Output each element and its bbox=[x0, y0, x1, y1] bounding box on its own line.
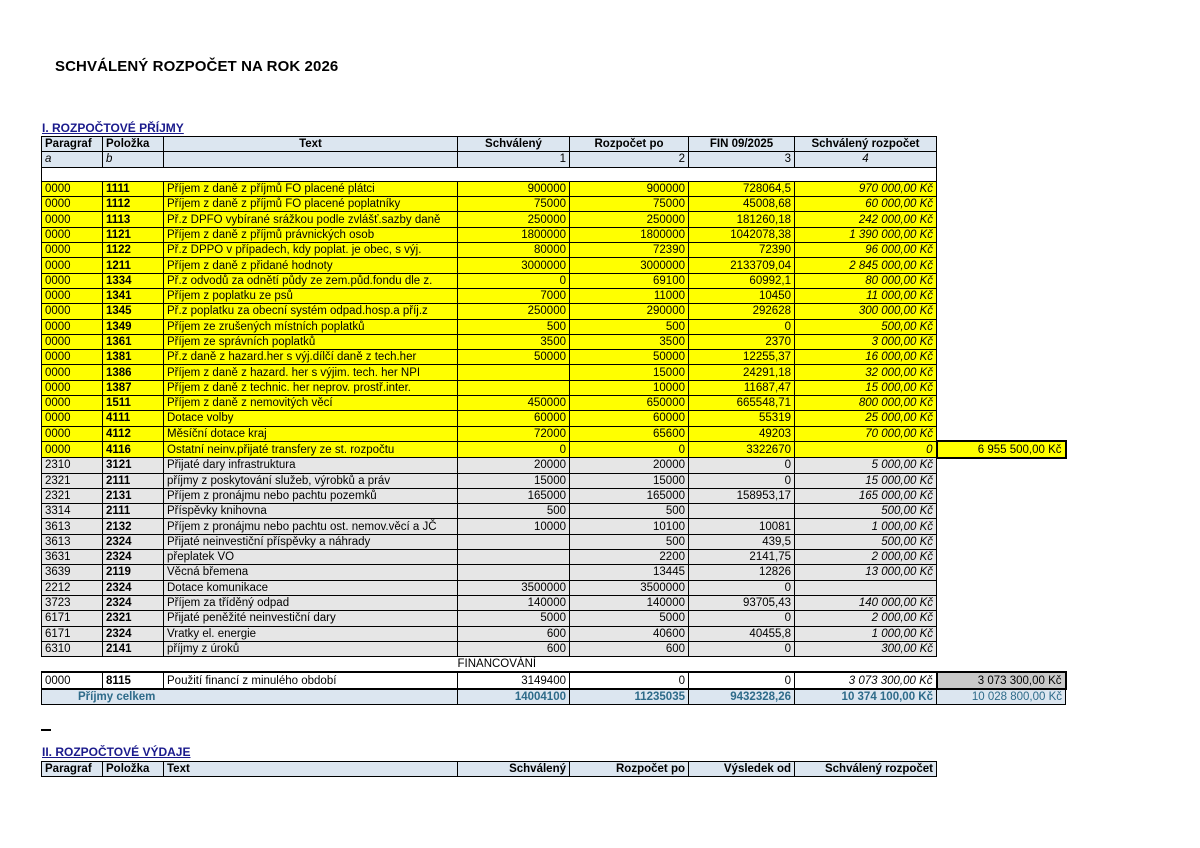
cell-paragraf: 0000 bbox=[42, 396, 103, 411]
cell-schvaleny-rozpocet: 300,00 Kč bbox=[795, 641, 937, 656]
cell-paragraf: 0000 bbox=[42, 258, 103, 273]
cell-polozka: 1361 bbox=[103, 334, 164, 349]
cell-schvaleny-rozpocet: 16 000,00 Kč bbox=[795, 350, 937, 365]
cell-rozpocet-po: 0 bbox=[570, 672, 689, 688]
cell-schvaleny-rozpocet: 3 073 300,00 Kč bbox=[795, 672, 937, 688]
cell-schvaleny: 75000 bbox=[458, 197, 570, 212]
cell-paragraf: 0000 bbox=[42, 672, 103, 688]
cell-schvaleny: 3500 bbox=[458, 334, 570, 349]
cell-text: Příjem z daně z příjmů právnických osob bbox=[164, 227, 458, 242]
cell-schvaleny: 0 bbox=[458, 273, 570, 288]
table-row bbox=[42, 488, 1066, 503]
cell-polozka: 1113 bbox=[103, 212, 164, 227]
cell-fin bbox=[689, 504, 795, 519]
cell-polozka: 1387 bbox=[103, 380, 164, 395]
cell-polozka: 1345 bbox=[103, 304, 164, 319]
cell-paragraf: 2212 bbox=[42, 580, 103, 595]
cell-paragraf: 3723 bbox=[42, 595, 103, 610]
cell-paragraf: 6310 bbox=[42, 641, 103, 656]
financovani-label: FINANCOVÁNÍ bbox=[457, 658, 537, 671]
cell-paragraf: 0000 bbox=[42, 380, 103, 395]
cell-paragraf: 0000 bbox=[42, 227, 103, 242]
cell-paragraf: 2321 bbox=[42, 473, 103, 488]
table-row bbox=[42, 641, 1066, 656]
cell-fin: 0 bbox=[689, 319, 795, 334]
cell-paragraf: 0000 bbox=[42, 426, 103, 441]
cell-rozpocet-po: 3500 bbox=[570, 334, 689, 349]
cell-schvaleny-rozpocet: 96 000,00 Kč bbox=[795, 243, 937, 258]
table-row bbox=[42, 258, 1066, 273]
cell-text: Měsíční dotace kraj bbox=[164, 426, 458, 441]
cell-polozka: 2111 bbox=[103, 473, 164, 488]
cell-fin: 1042078,38 bbox=[689, 227, 795, 242]
cell-schvaleny: 15000 bbox=[458, 473, 570, 488]
cell-fin: 10081 bbox=[689, 519, 795, 534]
cell-fin: 12255,37 bbox=[689, 350, 795, 365]
cell-rozpocet-po: 1800000 bbox=[570, 227, 689, 242]
cell-schvaleny-rozpocet: 500,00 Kč bbox=[795, 319, 937, 334]
cell-rozpocet-po: 69100 bbox=[570, 273, 689, 288]
cell-schvaleny-rozpocet: 800 000,00 Kč bbox=[795, 396, 937, 411]
table-row bbox=[42, 426, 1066, 441]
table-row bbox=[42, 595, 1066, 610]
cell-text: Př.z DPPO v případech, kdy poplat. je obec, s výj. bbox=[164, 243, 458, 258]
cell-text: Dotace volby bbox=[164, 411, 458, 426]
exp-header-text: Text bbox=[164, 762, 458, 777]
cell-schvaleny: 3500000 bbox=[458, 580, 570, 595]
cell-polozka: 2141 bbox=[103, 641, 164, 656]
cell-schvaleny: 900000 bbox=[458, 181, 570, 196]
cell-polozka: 2324 bbox=[103, 626, 164, 641]
cell-polozka: 1381 bbox=[103, 350, 164, 365]
cell-schvaleny: 5000 bbox=[458, 611, 570, 626]
cell-rozpocet-po: 900000 bbox=[570, 181, 689, 196]
cell-rozpocet-po: 500 bbox=[570, 534, 689, 549]
cell-text: Přijaté dary infrastruktura bbox=[164, 458, 458, 473]
cell-schvaleny: 80000 bbox=[458, 243, 570, 258]
cell-text: Příjem z pronájmu nebo pachtu pozemků bbox=[164, 488, 458, 503]
cell-schvaleny bbox=[458, 380, 570, 395]
cell-text: Příjem z daně z nemovitých věcí bbox=[164, 396, 458, 411]
cell-schvaleny-rozpocet: 80 000,00 Kč bbox=[795, 273, 937, 288]
header-b: b bbox=[103, 152, 164, 167]
table-row bbox=[42, 197, 1066, 212]
cell-schvaleny-rozpocet: 60 000,00 Kč bbox=[795, 197, 937, 212]
table-row bbox=[42, 611, 1066, 626]
header-n3: 3 bbox=[689, 152, 795, 167]
cell-rozpocet-po: 0 bbox=[570, 441, 689, 457]
income-header-row bbox=[42, 137, 1066, 152]
cell-schvaleny bbox=[458, 565, 570, 580]
cell-paragraf: 0000 bbox=[42, 243, 103, 258]
cell-text: Použití financí z minulého období bbox=[164, 672, 458, 688]
cell-schvaleny-rozpocet: 300 000,00 Kč bbox=[795, 304, 937, 319]
cell-paragraf: 0000 bbox=[42, 197, 103, 212]
cell-text: Ostatní neinv.přijaté transfery ze st. rozpočtu bbox=[164, 441, 458, 457]
expense-section-heading: II. ROZPOČTOVÉ VÝDAJE bbox=[42, 745, 191, 759]
total-fin: 9432328,26 bbox=[689, 689, 795, 705]
cell-polozka: 2131 bbox=[103, 488, 164, 503]
cell-schvaleny: 600 bbox=[458, 626, 570, 641]
cell-fin: 40455,8 bbox=[689, 626, 795, 641]
total-schvaleny-rozpocet: 10 374 100,00 Kč bbox=[795, 689, 937, 705]
cell-fin: 0 bbox=[689, 672, 795, 688]
cell-fin: 24291,18 bbox=[689, 365, 795, 380]
cell-schvaleny-rozpocet: 5 000,00 Kč bbox=[795, 458, 937, 473]
cell-fin: 439,5 bbox=[689, 534, 795, 549]
cell-schvaleny-rozpocet: 1 000,00 Kč bbox=[795, 626, 937, 641]
cell-schvaleny: 20000 bbox=[458, 458, 570, 473]
header-schvaleny-rozpocet: Schválený rozpočet bbox=[795, 137, 937, 152]
cell-schvaleny: 1800000 bbox=[458, 227, 570, 242]
cell-schvaleny-rozpocet: 2 845 000,00 Kč bbox=[795, 258, 937, 273]
expense-header-row bbox=[42, 762, 937, 777]
cell-rozpocet-po: 40600 bbox=[570, 626, 689, 641]
cell-rozpocet-po: 3000000 bbox=[570, 258, 689, 273]
cell-rozpocet-po: 2200 bbox=[570, 550, 689, 565]
cell-polozka: 4116 bbox=[103, 441, 164, 457]
total-schvaleny: 14004100 bbox=[458, 689, 570, 705]
cell-fin: 3322670 bbox=[689, 441, 795, 457]
cell-rozpocet-po: 10100 bbox=[570, 519, 689, 534]
table-row bbox=[42, 365, 1066, 380]
cell-text: Příjem z poplatku ze psů bbox=[164, 288, 458, 303]
header-rozpocet-po: Rozpočet po bbox=[570, 137, 689, 152]
cell-rozpocet-po: 20000 bbox=[570, 458, 689, 473]
cell-fin: 0 bbox=[689, 458, 795, 473]
cell-schvaleny: 140000 bbox=[458, 595, 570, 610]
cell-polozka: 2324 bbox=[103, 550, 164, 565]
cell-fin: 181260,18 bbox=[689, 212, 795, 227]
cell-schvaleny: 3149400 bbox=[458, 672, 570, 688]
cell-text: Příjem z daně z příjmů FO placené poplatníky bbox=[164, 197, 458, 212]
cell-polozka: 3121 bbox=[103, 458, 164, 473]
cell-fin: 45008,68 bbox=[689, 197, 795, 212]
cell-fin: 0 bbox=[689, 611, 795, 626]
cell-schvaleny-rozpocet: 0 bbox=[795, 441, 937, 457]
table-row bbox=[42, 380, 1066, 395]
cell-text: Vratky el. energie bbox=[164, 626, 458, 641]
header-n1: 1 bbox=[458, 152, 570, 167]
cell-text: Příjem ze zrušených místních poplatků bbox=[164, 319, 458, 334]
cell-text: Př.z poplatku za obecní systém odpad.hosp.a příj.z bbox=[164, 304, 458, 319]
financovani-row bbox=[42, 657, 1066, 673]
cell-schvaleny-rozpocet: 15 000,00 Kč bbox=[795, 473, 937, 488]
cell-text: přeplatek VO bbox=[164, 550, 458, 565]
cell-text: Př.z DPFO vybírané srážkou podle zvlášť.sazby daně bbox=[164, 212, 458, 227]
cell-fin: 72390 bbox=[689, 243, 795, 258]
header-paragraf: Paragraf bbox=[42, 137, 103, 152]
cell-schvaleny: 7000 bbox=[458, 288, 570, 303]
cell-polozka: 1211 bbox=[103, 258, 164, 273]
table-row bbox=[42, 519, 1066, 534]
cell-schvaleny: 250000 bbox=[458, 304, 570, 319]
cell-schvaleny: 450000 bbox=[458, 396, 570, 411]
cell-schvaleny: 600 bbox=[458, 641, 570, 656]
cell-rozpocet-po: 290000 bbox=[570, 304, 689, 319]
table-row bbox=[42, 288, 1066, 303]
cell-polozka: 2324 bbox=[103, 580, 164, 595]
cell-polozka: 4111 bbox=[103, 411, 164, 426]
table-row bbox=[42, 273, 1066, 288]
cell-polozka: 1111 bbox=[103, 181, 164, 196]
cell-rozpocet-po: 650000 bbox=[570, 396, 689, 411]
cell-polozka: 2324 bbox=[103, 595, 164, 610]
table-row bbox=[42, 458, 1066, 473]
cell-schvaleny bbox=[458, 550, 570, 565]
cell-schvaleny bbox=[458, 534, 570, 549]
cell-schvaleny-rozpocet: 140 000,00 Kč bbox=[795, 595, 937, 610]
header-fin: FIN 09/2025 bbox=[689, 137, 795, 152]
cell-polozka: 2321 bbox=[103, 611, 164, 626]
cell-paragraf: 0000 bbox=[42, 319, 103, 334]
cell-rozpocet-po: 500 bbox=[570, 504, 689, 519]
cell-text: Dotace komunikace bbox=[164, 580, 458, 595]
cell-paragraf: 3314 bbox=[42, 504, 103, 519]
cell-schvaleny: 0 bbox=[458, 441, 570, 457]
financing-row bbox=[42, 672, 1066, 688]
exp-header-rozpocet-po: Rozpočet po bbox=[570, 762, 689, 777]
table-row bbox=[42, 473, 1066, 488]
cell-schvaleny-rozpocet: 70 000,00 Kč bbox=[795, 426, 937, 441]
cell-paragraf: 3613 bbox=[42, 519, 103, 534]
table-row bbox=[42, 212, 1066, 227]
cell-polozka: 2111 bbox=[103, 504, 164, 519]
cell-rozpocet-po: 72390 bbox=[570, 243, 689, 258]
header-n4: 4 bbox=[795, 152, 937, 167]
cell-polozka: 4112 bbox=[103, 426, 164, 441]
cell-rozpocet-po: 11000 bbox=[570, 288, 689, 303]
cell-paragraf: 2310 bbox=[42, 458, 103, 473]
cell-paragraf: 0000 bbox=[42, 212, 103, 227]
table-row bbox=[42, 304, 1066, 319]
cell-paragraf: 3631 bbox=[42, 550, 103, 565]
table-row bbox=[42, 550, 1066, 565]
header-text: Text bbox=[164, 137, 458, 152]
cell-text: příjmy z poskytování služeb, výrobků a práv bbox=[164, 473, 458, 488]
exp-header-paragraf: Paragraf bbox=[42, 762, 103, 777]
income-header-sub-row bbox=[42, 152, 1066, 167]
marker bbox=[41, 719, 51, 731]
cell-paragraf: 0000 bbox=[42, 334, 103, 349]
cell-schvaleny: 72000 bbox=[458, 426, 570, 441]
cell-polozka: 1122 bbox=[103, 243, 164, 258]
cell-fin: 0 bbox=[689, 473, 795, 488]
spacer-row bbox=[42, 167, 1066, 181]
cell-text: Příjem ze správních poplatků bbox=[164, 334, 458, 349]
cell-paragraf: 0000 bbox=[42, 411, 103, 426]
cell-schvaleny-rozpocet: 32 000,00 Kč bbox=[795, 365, 937, 380]
cell-paragraf: 0000 bbox=[42, 350, 103, 365]
cell-rozpocet-po: 10000 bbox=[570, 380, 689, 395]
table-row bbox=[42, 243, 1066, 258]
cell-paragraf: 3613 bbox=[42, 534, 103, 549]
cell-schvaleny-rozpocet: 165 000,00 Kč bbox=[795, 488, 937, 503]
cell-fin: 93705,43 bbox=[689, 595, 795, 610]
table-row bbox=[42, 565, 1066, 580]
total-rozpocet-po: 11235035 bbox=[570, 689, 689, 705]
cell-polozka: 1349 bbox=[103, 319, 164, 334]
cell-text: Příjem z pronájmu nebo pachtu ost. nemov.věcí a JČ bbox=[164, 519, 458, 534]
table-row bbox=[42, 580, 1066, 595]
expense-header-table bbox=[41, 761, 937, 777]
cell-paragraf: 0000 bbox=[42, 441, 103, 457]
cell-paragraf: 0000 bbox=[42, 304, 103, 319]
table-row bbox=[42, 334, 1066, 349]
cell-paragraf: 2321 bbox=[42, 488, 103, 503]
cell-polozka: 2132 bbox=[103, 519, 164, 534]
cell-polozka: 1511 bbox=[103, 396, 164, 411]
cell-text: Př.z odvodů za odnětí půdy ze zem.půd.fondu dle z. bbox=[164, 273, 458, 288]
cell-schvaleny-rozpocet: 3 000,00 Kč bbox=[795, 334, 937, 349]
cell-schvaleny: 500 bbox=[458, 319, 570, 334]
cell-schvaleny-rozpocet: 970 000,00 Kč bbox=[795, 181, 937, 196]
cell-fin: 0 bbox=[689, 641, 795, 656]
cell-paragraf: 6171 bbox=[42, 626, 103, 641]
table-row bbox=[42, 319, 1066, 334]
cell-rozpocet-po: 75000 bbox=[570, 197, 689, 212]
header-schvaleny: Schválený bbox=[458, 137, 570, 152]
cell-schvaleny-rozpocet: 13 000,00 Kč bbox=[795, 565, 937, 580]
cell-rozpocet-po: 15000 bbox=[570, 365, 689, 380]
cell-polozka: 8115 bbox=[103, 672, 164, 688]
header-a: a bbox=[42, 152, 103, 167]
fin-total-cell: 3 073 300,00 Kč bbox=[937, 672, 1066, 688]
cell-fin: 11687,47 bbox=[689, 380, 795, 395]
table-row bbox=[42, 626, 1066, 641]
cell-paragraf: 3639 bbox=[42, 565, 103, 580]
cell-fin: 2141,75 bbox=[689, 550, 795, 565]
exp-header-schvaleny: Schválený bbox=[458, 762, 570, 777]
cell-schvaleny: 500 bbox=[458, 504, 570, 519]
cell-fin: 0 bbox=[689, 580, 795, 595]
header-polozka: Položka bbox=[103, 137, 164, 152]
cell-schvaleny-rozpocet: 500,00 Kč bbox=[795, 504, 937, 519]
table-row bbox=[42, 181, 1066, 196]
cell-schvaleny-rozpocet: 242 000,00 Kč bbox=[795, 212, 937, 227]
cell-text: Příjem z daně z technic. her neprov. prostř.inter. bbox=[164, 380, 458, 395]
cell-polozka: 1334 bbox=[103, 273, 164, 288]
cell-text: Příjem za tříděný odpad bbox=[164, 595, 458, 610]
cell-rozpocet-po: 60000 bbox=[570, 411, 689, 426]
cell-schvaleny-rozpocet: 500,00 Kč bbox=[795, 534, 937, 549]
cell-schvaleny: 60000 bbox=[458, 411, 570, 426]
total-label: Příjmy celkem bbox=[42, 689, 458, 705]
cell-polozka: 2324 bbox=[103, 534, 164, 549]
cell-paragraf: 0000 bbox=[42, 181, 103, 196]
income-section-heading: I. ROZPOČTOVÉ PŘÍJMY bbox=[42, 121, 184, 135]
cell-rozpocet-po: 5000 bbox=[570, 611, 689, 626]
page-title: SCHVÁLENÝ ROZPOČET NA ROK 2026 bbox=[55, 58, 339, 75]
cell-schvaleny-rozpocet: 2 000,00 Kč bbox=[795, 550, 937, 565]
cell-rozpocet-po: 140000 bbox=[570, 595, 689, 610]
cell-text: Přijaté peněžité neinvestiční dary bbox=[164, 611, 458, 626]
income-table bbox=[41, 136, 1067, 705]
cell-polozka: 1112 bbox=[103, 197, 164, 212]
cell-fin: 49203 bbox=[689, 426, 795, 441]
cell-schvaleny-rozpocet bbox=[795, 580, 937, 595]
cell-paragraf: 0000 bbox=[42, 365, 103, 380]
cell-text: Příjem z daně z přidané hodnoty bbox=[164, 258, 458, 273]
cell-text: Příspěvky knihovna bbox=[164, 504, 458, 519]
table-row bbox=[42, 411, 1066, 426]
cell-rozpocet-po: 13445 bbox=[570, 565, 689, 580]
table-row bbox=[42, 504, 1066, 519]
cell-rozpocet-po: 600 bbox=[570, 641, 689, 656]
cell-polozka: 1121 bbox=[103, 227, 164, 242]
cell-paragraf: 0000 bbox=[42, 273, 103, 288]
table-row bbox=[42, 441, 1066, 457]
cell-schvaleny: 165000 bbox=[458, 488, 570, 503]
exp-header-vysledek: Výsledek od bbox=[689, 762, 795, 777]
cell-text: Příjem z daně z hazard. her s výjim. tech. her NPI bbox=[164, 365, 458, 380]
table-row bbox=[42, 350, 1066, 365]
cell-text: Přijaté neinvestiční příspěvky a náhrady bbox=[164, 534, 458, 549]
cell-schvaleny bbox=[458, 365, 570, 380]
cell-rozpocet-po: 50000 bbox=[570, 350, 689, 365]
cell-schvaleny: 50000 bbox=[458, 350, 570, 365]
cell-paragraf: 0000 bbox=[42, 288, 103, 303]
cell-fin: 12826 bbox=[689, 565, 795, 580]
cell-schvaleny-rozpocet: 11 000,00 Kč bbox=[795, 288, 937, 303]
cell-schvaleny: 250000 bbox=[458, 212, 570, 227]
header-n2: 2 bbox=[570, 152, 689, 167]
cell-text: příjmy z úroků bbox=[164, 641, 458, 656]
cell-fin: 2133709,04 bbox=[689, 258, 795, 273]
cell-rozpocet-po: 3500000 bbox=[570, 580, 689, 595]
cell-text: Př.z daně z hazard.her s výj.dílčí daně z tech.her bbox=[164, 350, 458, 365]
table-row bbox=[42, 227, 1066, 242]
exp-header-schvaleny-rozpocet: Schválený rozpočet bbox=[795, 762, 937, 777]
cell-paragraf: 6171 bbox=[42, 611, 103, 626]
cell-schvaleny-rozpocet: 25 000,00 Kč bbox=[795, 411, 937, 426]
cell-fin: 55319 bbox=[689, 411, 795, 426]
cell-fin: 665548,71 bbox=[689, 396, 795, 411]
cell-polozka: 2119 bbox=[103, 565, 164, 580]
cell-fin: 60992,1 bbox=[689, 273, 795, 288]
cell-schvaleny-rozpocet: 1 390 000,00 Kč bbox=[795, 227, 937, 242]
cell-rozpocet-po: 165000 bbox=[570, 488, 689, 503]
table-row bbox=[42, 534, 1066, 549]
cell-schvaleny: 10000 bbox=[458, 519, 570, 534]
cell-rozpocet-po: 15000 bbox=[570, 473, 689, 488]
cell-fin: 728064,5 bbox=[689, 181, 795, 196]
cell-fin: 2370 bbox=[689, 334, 795, 349]
cell-fin: 158953,17 bbox=[689, 488, 795, 503]
cell-rozpocet-po: 65600 bbox=[570, 426, 689, 441]
cell-text: Věcná břemena bbox=[164, 565, 458, 580]
cell-text: Příjem z daně z příjmů FO placené plátci bbox=[164, 181, 458, 196]
cell-rozpocet-po: 250000 bbox=[570, 212, 689, 227]
cell-rozpocet-po: 500 bbox=[570, 319, 689, 334]
cell-schvaleny: 3000000 bbox=[458, 258, 570, 273]
cell-schvaleny-rozpocet: 1 000,00 Kč bbox=[795, 519, 937, 534]
table-row bbox=[42, 396, 1066, 411]
income-total-row bbox=[42, 689, 1066, 705]
exp-header-polozka: Položka bbox=[103, 762, 164, 777]
yellow-total-cell: 6 955 500,00 Kč bbox=[937, 441, 1066, 457]
total-extra: 10 028 800,00 Kč bbox=[937, 689, 1066, 705]
cell-polozka: 1341 bbox=[103, 288, 164, 303]
cell-fin: 10450 bbox=[689, 288, 795, 303]
cell-polozka: 1386 bbox=[103, 365, 164, 380]
cell-fin: 292628 bbox=[689, 304, 795, 319]
cell-schvaleny-rozpocet: 15 000,00 Kč bbox=[795, 380, 937, 395]
cell-schvaleny-rozpocet: 2 000,00 Kč bbox=[795, 611, 937, 626]
